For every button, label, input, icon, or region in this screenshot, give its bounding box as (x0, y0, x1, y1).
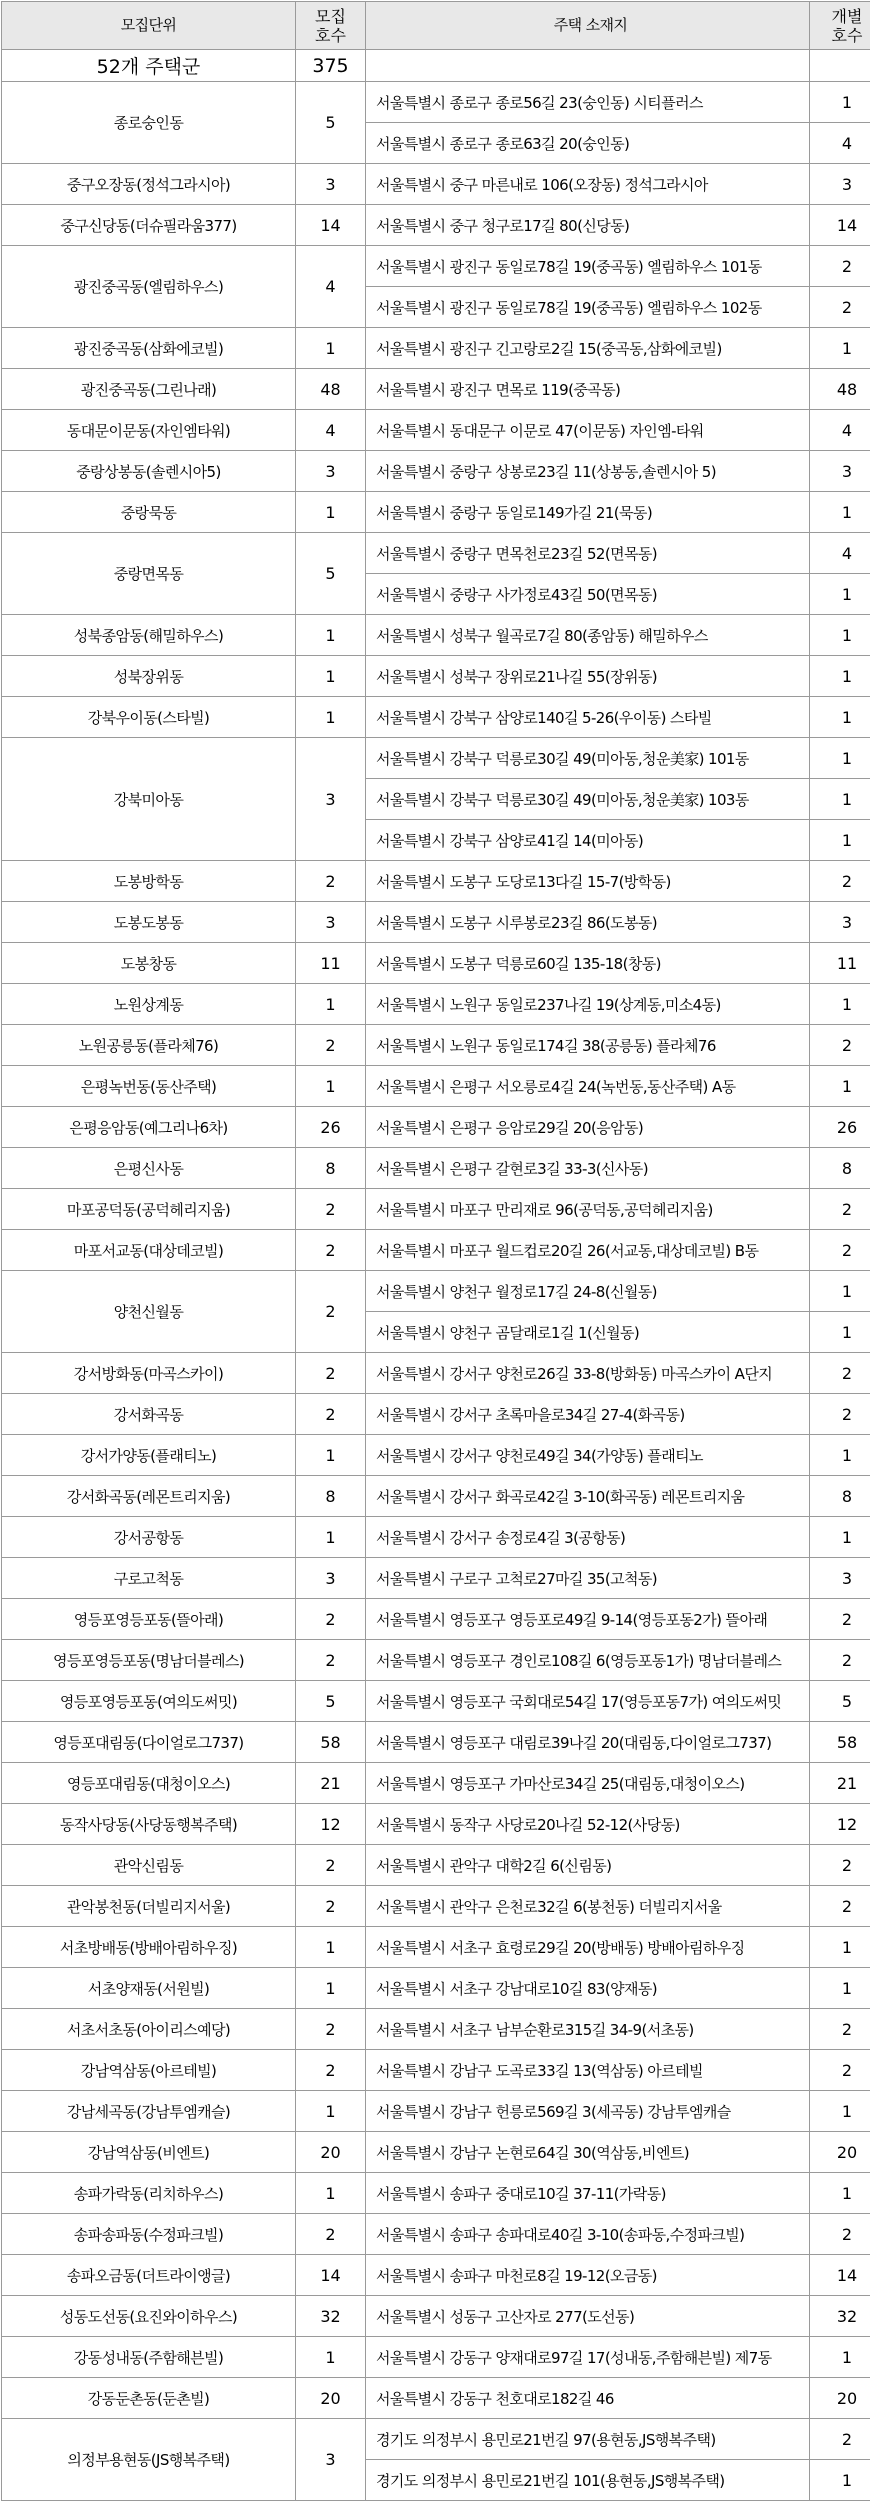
unit-name-cell: 강서공항동 (2, 1517, 296, 1558)
table-row (2, 533, 870, 574)
unit-name-cell: 강남역삼동(비엔트) (2, 2132, 296, 2173)
unit-count-cell: 2 (296, 1189, 366, 1230)
unit-name-cell: 서초양재동(서원빌) (2, 1968, 296, 2009)
summary-each-empty (810, 50, 870, 82)
address-cell: 서울특별시 서초구 효령로29길 20(방배동) 방배아림하우징 (366, 1927, 810, 1968)
each-count-cell: 2 (810, 1886, 870, 1927)
header-address: 주택 소재지 (366, 2, 810, 50)
unit-name-cell: 성북장위동 (2, 656, 296, 697)
address-cell: 서울특별시 중구 청구로17길 80(신당동) (366, 205, 810, 246)
address-cell: 서울특별시 송파구 중대로10길 37-11(가락동) (366, 2173, 810, 2214)
table-row (2, 1394, 870, 1435)
each-count-cell: 1 (810, 697, 870, 738)
table-row (2, 2337, 870, 2378)
address-cell: 서울특별시 송파구 마천로8길 19-12(오금동) (366, 2255, 810, 2296)
table-row (2, 246, 870, 287)
each-count-cell: 3 (810, 451, 870, 492)
address-cell: 서울특별시 강서구 화곡로42길 3-10(화곡동) 레몬트리지움 (366, 1476, 810, 1517)
address-cell: 서울특별시 성북구 월곡로7길 80(종암동) 해밀하우스 (366, 615, 810, 656)
address-cell: 서울특별시 송파구 송파대로40길 3-10(송파동,수정파크빌) (366, 2214, 810, 2255)
header-each-line1: 개별 (831, 6, 863, 26)
address-cell: 서울특별시 노원구 동일로237나길 19(상계동,미소4동) (366, 984, 810, 1025)
each-count-cell: 20 (810, 2378, 870, 2419)
header-count (296, 2, 366, 50)
address-cell: 서울특별시 영등포구 가마산로34길 25(대림동,대청이오스) (366, 1763, 810, 1804)
unit-name-cell: 은평신사동 (2, 1148, 296, 1189)
each-count-cell: 2 (810, 287, 870, 328)
each-count-cell: 1 (810, 779, 870, 820)
unit-name-cell: 구로고척동 (2, 1558, 296, 1599)
each-count-cell: 1 (810, 2460, 870, 2501)
each-count-cell: 1 (810, 1271, 870, 1312)
table-row (2, 1066, 870, 1107)
address-cell: 서울특별시 영등포구 경인로108길 6(영등포동1가) 명남더블레스 (366, 1640, 810, 1681)
unit-count-cell: 58 (296, 1722, 366, 1763)
address-cell: 서울특별시 광진구 동일로78길 19(중곡동) 엘림하우스 102동 (366, 287, 810, 328)
address-cell: 서울특별시 영등포구 국회대로54길 17(영등포동7가) 여의도써밋 (366, 1681, 810, 1722)
unit-count-cell: 8 (296, 1148, 366, 1189)
address-cell: 서울특별시 노원구 동일로174길 38(공릉동) 플라체76 (366, 1025, 810, 1066)
each-count-cell: 1 (810, 1517, 870, 1558)
each-count-cell: 2 (810, 861, 870, 902)
unit-name-cell: 관악신림동 (2, 1845, 296, 1886)
header-each (810, 2, 870, 50)
table-row (2, 1640, 870, 1681)
address-cell: 서울특별시 강남구 논현로64길 30(역삼동,비엔트) (366, 2132, 810, 2173)
address-cell: 서울특별시 마포구 만리재로 96(공덕동,공덕헤리지움) (366, 1189, 810, 1230)
each-count-cell: 3 (810, 1558, 870, 1599)
address-cell: 서울특별시 도봉구 덕릉로60길 135-18(창동) (366, 943, 810, 984)
each-count-cell: 2 (810, 1353, 870, 1394)
table-row (2, 2009, 870, 2050)
unit-name-cell: 광진중곡동(그린나래) (2, 369, 296, 410)
each-count-cell: 58 (810, 1722, 870, 1763)
table-row (2, 328, 870, 369)
table-row (2, 1804, 870, 1845)
address-cell: 서울특별시 동대문구 이문로 47(이문동) 자인엠-타워 (366, 410, 810, 451)
address-cell: 서울특별시 강북구 덕릉로30길 49(미아동,청운美家) 101동 (366, 738, 810, 779)
unit-count-cell: 4 (296, 246, 366, 328)
address-cell: 서울특별시 강동구 양재대로97길 17(성내동,주함해븐빌) 제7동 (366, 2337, 810, 2378)
header-unit: 모집단위 (2, 2, 296, 50)
address-cell: 서울특별시 강서구 초록마을로34길 27-4(화곡동) (366, 1394, 810, 1435)
address-cell: 서울특별시 강서구 양천로26길 33-8(방화동) 마곡스카이 A단지 (366, 1353, 810, 1394)
each-count-cell: 14 (810, 2255, 870, 2296)
table-row (2, 1599, 870, 1640)
table-header-row (2, 2, 870, 50)
unit-count-cell: 3 (296, 451, 366, 492)
address-cell: 서울특별시 영등포구 영등포로49길 9-14(영등포동2가) 뜰아래 (366, 1599, 810, 1640)
unit-name-cell: 강동둔촌동(둔촌빌) (2, 2378, 296, 2419)
unit-name-cell: 강동성내동(주함해븐빌) (2, 2337, 296, 2378)
unit-name-cell: 도봉창동 (2, 943, 296, 984)
address-cell: 서울특별시 마포구 월드컵로20길 26(서교동,대상데코빌) B동 (366, 1230, 810, 1271)
table-row (2, 738, 870, 779)
address-cell: 서울특별시 중랑구 면목천로23길 52(면목동) (366, 533, 810, 574)
table-row (2, 369, 870, 410)
address-cell: 서울특별시 광진구 긴고랑로2길 15(중곡동,삼화에코빌) (366, 328, 810, 369)
address-cell: 서울특별시 은평구 서오릉로4길 24(녹번동,동산주택) A동 (366, 1066, 810, 1107)
address-cell: 서울특별시 강서구 양천로49길 34(가양동) 플래티노 (366, 1435, 810, 1476)
unit-count-cell: 1 (296, 1517, 366, 1558)
each-count-cell: 1 (810, 2337, 870, 2378)
unit-count-cell: 26 (296, 1107, 366, 1148)
summary-address-empty (366, 50, 810, 82)
each-count-cell: 2 (810, 1394, 870, 1435)
header-count-line2: 호수 (315, 25, 346, 45)
each-count-cell: 1 (810, 1066, 870, 1107)
summary-row (2, 50, 870, 82)
unit-count-cell: 1 (296, 984, 366, 1025)
unit-count-cell: 5 (296, 1681, 366, 1722)
table-row (2, 1517, 870, 1558)
unit-name-cell: 강서방화동(마곡스카이) (2, 1353, 296, 1394)
table-row (2, 1230, 870, 1271)
address-cell: 서울특별시 성북구 장위로21나길 55(장위동) (366, 656, 810, 697)
unit-count-cell: 1 (296, 2091, 366, 2132)
each-count-cell: 1 (810, 738, 870, 779)
each-count-cell: 20 (810, 2132, 870, 2173)
unit-count-cell: 20 (296, 2378, 366, 2419)
table-row (2, 1271, 870, 1312)
unit-count-cell: 3 (296, 2419, 366, 2501)
unit-name-cell: 동대문이문동(자인엠타워) (2, 410, 296, 451)
table-row (2, 902, 870, 943)
unit-count-cell: 14 (296, 2255, 366, 2296)
address-cell: 서울특별시 강남구 헌릉로569길 3(세곡동) 강남투엠캐슬 (366, 2091, 810, 2132)
unit-name-cell: 은평녹번동(동산주택) (2, 1066, 296, 1107)
address-cell: 서울특별시 강북구 삼양로41길 14(미아동) (366, 820, 810, 861)
unit-name-cell: 도봉방학동 (2, 861, 296, 902)
address-cell: 서울특별시 양천구 월정로17길 24-8(신월동) (366, 1271, 810, 1312)
each-count-cell: 1 (810, 984, 870, 1025)
each-count-cell: 2 (810, 2050, 870, 2091)
unit-name-cell: 은평응암동(예그리나6차) (2, 1107, 296, 1148)
address-cell: 서울특별시 은평구 갈현로3길 33-3(신사동) (366, 1148, 810, 1189)
each-count-cell: 2 (810, 1230, 870, 1271)
unit-name-cell: 관악봉천동(더빌리지서울) (2, 1886, 296, 1927)
table-row (2, 2419, 870, 2460)
table-row (2, 984, 870, 1025)
each-count-cell: 2 (810, 1025, 870, 1066)
unit-name-cell: 도봉도봉동 (2, 902, 296, 943)
each-count-cell: 14 (810, 205, 870, 246)
each-count-cell: 1 (810, 2173, 870, 2214)
each-count-cell: 4 (810, 533, 870, 574)
table-row (2, 2214, 870, 2255)
address-cell: 서울특별시 광진구 면목로 119(중곡동) (366, 369, 810, 410)
each-count-cell: 4 (810, 410, 870, 451)
unit-count-cell: 5 (296, 82, 366, 164)
unit-name-cell: 강서화곡동 (2, 1394, 296, 1435)
unit-name-cell: 영등포영등포동(뜰아래) (2, 1599, 296, 1640)
unit-count-cell: 2 (296, 1599, 366, 1640)
address-cell: 서울특별시 강북구 덕릉로30길 49(미아동,청운美家) 103동 (366, 779, 810, 820)
table-row (2, 1025, 870, 1066)
table-row (2, 1886, 870, 1927)
unit-count-cell: 2 (296, 2214, 366, 2255)
unit-count-cell: 2 (296, 1230, 366, 1271)
each-count-cell: 3 (810, 164, 870, 205)
table-row (2, 2378, 870, 2419)
unit-name-cell: 송파송파동(수정파크빌) (2, 2214, 296, 2255)
unit-count-cell: 1 (296, 697, 366, 738)
unit-count-cell: 8 (296, 1476, 366, 1517)
address-cell: 서울특별시 중랑구 상봉로23길 11(상봉동,솔렌시아 5) (366, 451, 810, 492)
address-cell: 서울특별시 강북구 삼양로140길 5-26(우이동) 스타빌 (366, 697, 810, 738)
unit-count-cell: 2 (296, 1353, 366, 1394)
address-cell: 서울특별시 종로구 종로56길 23(숭인동) 시티플러스 (366, 82, 810, 123)
unit-count-cell: 3 (296, 902, 366, 943)
unit-count-cell: 2 (296, 2009, 366, 2050)
address-cell: 서울특별시 은평구 응암로29길 20(응암동) (366, 1107, 810, 1148)
table-row (2, 2173, 870, 2214)
table-row (2, 1353, 870, 1394)
unit-count-cell: 20 (296, 2132, 366, 2173)
header-count-line1: 모집 (315, 6, 346, 26)
unit-count-cell: 1 (296, 2173, 366, 2214)
unit-name-cell: 광진중곡동(삼화에코빌) (2, 328, 296, 369)
unit-count-cell: 3 (296, 738, 366, 861)
address-cell: 서울특별시 서초구 남부순환로315길 34-9(서초동) (366, 2009, 810, 2050)
unit-count-cell: 1 (296, 1435, 366, 1476)
unit-count-cell: 32 (296, 2296, 366, 2337)
each-count-cell: 5 (810, 1681, 870, 1722)
unit-name-cell: 성북종암동(해밀하우스) (2, 615, 296, 656)
unit-count-cell: 5 (296, 533, 366, 615)
unit-name-cell: 영등포영등포동(여의도써밋) (2, 1681, 296, 1722)
unit-count-cell: 2 (296, 1886, 366, 1927)
unit-name-cell: 중구오장동(정석그라시아) (2, 164, 296, 205)
unit-name-cell: 중랑상봉동(솔렌시아5) (2, 451, 296, 492)
unit-count-cell: 2 (296, 2050, 366, 2091)
unit-count-cell: 2 (296, 1640, 366, 1681)
each-count-cell: 12 (810, 1804, 870, 1845)
table-row (2, 943, 870, 984)
table-row (2, 410, 870, 451)
address-cell: 서울특별시 동작구 사당로20나길 52-12(사당동) (366, 1804, 810, 1845)
each-count-cell: 4 (810, 123, 870, 164)
unit-count-cell: 12 (296, 1804, 366, 1845)
table-row (2, 1558, 870, 1599)
address-cell: 서울특별시 영등포구 대림로39나길 20(대림동,다이얼로그737) (366, 1722, 810, 1763)
table-row (2, 205, 870, 246)
address-cell: 서울특별시 도봉구 도당로13다길 15-7(방학동) (366, 861, 810, 902)
unit-name-cell: 의정부용현동(JS행복주택) (2, 2419, 296, 2501)
table-row (2, 1189, 870, 1230)
unit-name-cell: 강남역삼동(아르테빌) (2, 2050, 296, 2091)
address-cell: 서울특별시 중랑구 사가정로43길 50(면목동) (366, 574, 810, 615)
unit-name-cell: 마포서교동(대상데코빌) (2, 1230, 296, 1271)
address-cell: 서울특별시 관악구 은천로32길 6(봉천동) 더빌리지서울 (366, 1886, 810, 1927)
unit-name-cell: 성동도선동(요진와이하우스) (2, 2296, 296, 2337)
address-cell: 서울특별시 양천구 곰달래로1길 1(신월동) (366, 1312, 810, 1353)
unit-name-cell: 광진중곡동(엘림하우스) (2, 246, 296, 328)
each-count-cell: 3 (810, 902, 870, 943)
address-cell: 서울특별시 구로구 고척로27마길 35(고척동) (366, 1558, 810, 1599)
address-cell: 서울특별시 도봉구 시루봉로23길 86(도봉동) (366, 902, 810, 943)
unit-count-cell: 1 (296, 328, 366, 369)
unit-count-cell: 1 (296, 1066, 366, 1107)
each-count-cell: 1 (810, 2091, 870, 2132)
each-count-cell: 2 (810, 1845, 870, 1886)
unit-name-cell: 양천신월동 (2, 1271, 296, 1353)
table-row (2, 451, 870, 492)
housing-table (1, 1, 870, 2501)
unit-name-cell: 중구신당동(더슈필라움377) (2, 205, 296, 246)
unit-name-cell: 중랑면목동 (2, 533, 296, 615)
unit-count-cell: 14 (296, 205, 366, 246)
table-row (2, 615, 870, 656)
table-row (2, 1107, 870, 1148)
address-cell: 서울특별시 종로구 종로63길 20(숭인동) (366, 123, 810, 164)
unit-count-cell: 2 (296, 1271, 366, 1353)
each-count-cell: 11 (810, 943, 870, 984)
table-row (2, 861, 870, 902)
unit-count-cell: 2 (296, 1025, 366, 1066)
address-cell: 서울특별시 강남구 도곡로33길 13(역삼동) 아르테빌 (366, 2050, 810, 2091)
each-count-cell: 2 (810, 246, 870, 287)
unit-name-cell: 노원공릉동(플라체76) (2, 1025, 296, 1066)
address-cell: 경기도 의정부시 용민로21번길 97(용현동,JS행복주택) (366, 2419, 810, 2460)
each-count-cell: 1 (810, 492, 870, 533)
table-row (2, 1476, 870, 1517)
unit-name-cell: 서초서초동(아이리스예당) (2, 2009, 296, 2050)
each-count-cell: 8 (810, 1476, 870, 1517)
unit-count-cell: 2 (296, 861, 366, 902)
each-count-cell: 1 (810, 1968, 870, 2009)
unit-count-cell: 1 (296, 615, 366, 656)
unit-name-cell: 강서가양동(플래티노) (2, 1435, 296, 1476)
address-cell: 경기도 의정부시 용민로21번길 101(용현동,JS행복주택) (366, 2460, 810, 2501)
table-row (2, 2296, 870, 2337)
table-row (2, 1968, 870, 2009)
each-count-cell: 1 (810, 656, 870, 697)
table-row (2, 697, 870, 738)
unit-count-cell: 48 (296, 369, 366, 410)
unit-count-cell: 3 (296, 1558, 366, 1599)
unit-count-cell: 4 (296, 410, 366, 451)
each-count-cell: 1 (810, 1927, 870, 1968)
table-row (2, 2132, 870, 2173)
each-count-cell: 2 (810, 1189, 870, 1230)
each-count-cell: 2 (810, 1640, 870, 1681)
summary-label: 52개 주택군 (2, 50, 296, 82)
each-count-cell: 1 (810, 574, 870, 615)
each-count-cell: 32 (810, 2296, 870, 2337)
unit-name-cell: 종로숭인동 (2, 82, 296, 164)
unit-count-cell: 1 (296, 492, 366, 533)
table-row (2, 1845, 870, 1886)
each-count-cell: 1 (810, 1435, 870, 1476)
each-count-cell: 1 (810, 82, 870, 123)
address-cell: 서울특별시 중랑구 동일로149가길 21(묵동) (366, 492, 810, 533)
unit-name-cell: 강남세곡동(강남투엠캐슬) (2, 2091, 296, 2132)
table-row (2, 2050, 870, 2091)
unit-count-cell: 2 (296, 1845, 366, 1886)
address-cell: 서울특별시 강서구 송정로4길 3(공항동) (366, 1517, 810, 1558)
unit-count-cell: 1 (296, 656, 366, 697)
unit-name-cell: 마포공덕동(공덕헤리지움) (2, 1189, 296, 1230)
address-cell: 서울특별시 강동구 천호대로182길 46 (366, 2378, 810, 2419)
unit-name-cell: 노원상계동 (2, 984, 296, 1025)
table-row (2, 1681, 870, 1722)
each-count-cell: 1 (810, 615, 870, 656)
table-row (2, 2091, 870, 2132)
unit-name-cell: 영등포영등포동(명남더블레스) (2, 1640, 296, 1681)
each-count-cell: 48 (810, 369, 870, 410)
unit-name-cell: 송파가락동(리치하우스) (2, 2173, 296, 2214)
unit-count-cell: 2 (296, 1394, 366, 1435)
unit-count-cell: 3 (296, 164, 366, 205)
each-count-cell: 2 (810, 2419, 870, 2460)
each-count-cell: 21 (810, 1763, 870, 1804)
unit-count-cell: 11 (296, 943, 366, 984)
unit-name-cell: 서초방배동(방배아림하우징) (2, 1927, 296, 1968)
each-count-cell: 8 (810, 1148, 870, 1189)
housing-table-container (1, 1, 870, 2501)
unit-name-cell: 동작사당동(사당동행복주택) (2, 1804, 296, 1845)
unit-name-cell: 강북미아동 (2, 738, 296, 861)
table-row (2, 2255, 870, 2296)
unit-name-cell: 영등포대림동(다이얼로그737) (2, 1722, 296, 1763)
each-count-cell: 2 (810, 1599, 870, 1640)
table-row (2, 656, 870, 697)
table-row (2, 1763, 870, 1804)
each-count-cell: 2 (810, 2009, 870, 2050)
unit-name-cell: 중랑묵동 (2, 492, 296, 533)
address-cell: 서울특별시 광진구 동일로78길 19(중곡동) 엘림하우스 101동 (366, 246, 810, 287)
each-count-cell: 1 (810, 820, 870, 861)
table-row (2, 1435, 870, 1476)
address-cell: 서울특별시 성동구 고산자로 277(도선동) (366, 2296, 810, 2337)
unit-name-cell: 영등포대림동(대청이오스) (2, 1763, 296, 1804)
table-row (2, 164, 870, 205)
each-count-cell: 1 (810, 1312, 870, 1353)
table-row (2, 82, 870, 123)
each-count-cell: 1 (810, 328, 870, 369)
table-row (2, 1927, 870, 1968)
unit-name-cell: 강서화곡동(레몬트리지움) (2, 1476, 296, 1517)
address-cell: 서울특별시 관악구 대학2길 6(신림동) (366, 1845, 810, 1886)
table-row (2, 1148, 870, 1189)
unit-count-cell: 1 (296, 1927, 366, 1968)
summary-total: 375 (296, 50, 366, 82)
unit-name-cell: 송파오금동(더트라이앵글) (2, 2255, 296, 2296)
table-row (2, 492, 870, 533)
header-each-line2: 호수 (831, 25, 863, 45)
unit-count-cell: 1 (296, 1968, 366, 2009)
address-cell: 서울특별시 중구 마른내로 106(오장동) 정석그라시아 (366, 164, 810, 205)
unit-name-cell: 강북우이동(스타빌) (2, 697, 296, 738)
unit-count-cell: 1 (296, 2337, 366, 2378)
each-count-cell: 2 (810, 2214, 870, 2255)
table-row (2, 1722, 870, 1763)
address-cell: 서울특별시 서초구 강남대로10길 83(양재동) (366, 1968, 810, 2009)
each-count-cell: 26 (810, 1107, 870, 1148)
unit-count-cell: 21 (296, 1763, 366, 1804)
